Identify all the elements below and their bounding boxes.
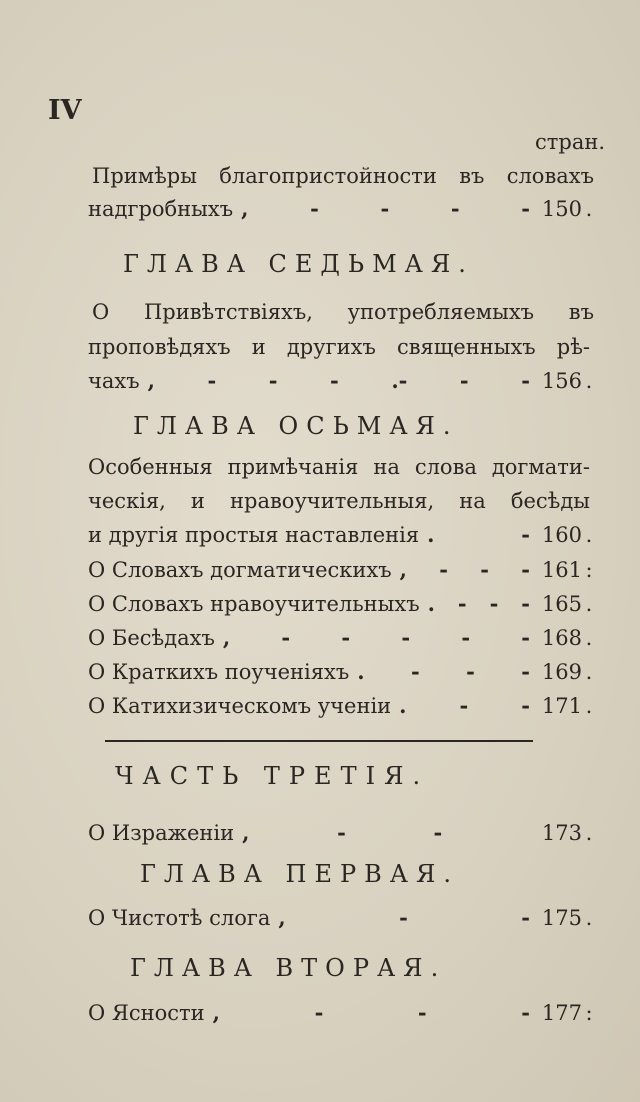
toc-entry-page: 161	[541, 558, 582, 582]
dot-leader: , - - -	[212, 1000, 530, 1025]
toc-entry-page: 175	[541, 906, 582, 930]
toc-entry-page: 177	[541, 1001, 582, 1025]
toc-entry: О Катихизическомъ ученіи . - - 171 .	[88, 693, 593, 718]
dot-leader: . -	[427, 522, 530, 547]
dot-leader: , - -	[278, 905, 530, 930]
toc-entry-page: 171	[541, 694, 582, 718]
dot-leader: , - - - .- - -	[147, 368, 530, 393]
toc-entry-line: Примѣры благопристойности въ словахъ	[92, 164, 594, 188]
toc-entry-label: О Словахъ нравоучительныхъ	[88, 592, 420, 616]
dot-leader: . - - -	[427, 591, 530, 616]
toc-entry-line: Особенныя примѣчанія на слова догмати-	[88, 455, 590, 479]
chapter-heading: ГЛАВА ОСЬМАЯ.	[133, 412, 459, 440]
toc-entry-page: 150	[541, 197, 582, 221]
toc-entry-label: О Словахъ догматическихъ	[88, 558, 392, 582]
chapter-heading: ГЛАВА СЕДЬМАЯ.	[123, 250, 474, 278]
section-divider	[105, 740, 533, 742]
toc-entry: О Бесѣдахъ , - - - - - 168 .	[88, 625, 593, 650]
toc-entry-label: надгробныхъ	[88, 197, 234, 221]
chapter-heading: ГЛАВА ПЕРВАЯ.	[140, 860, 459, 888]
toc-entry-page: 173	[541, 821, 582, 845]
toc-entry-label: О Бесѣдахъ	[88, 626, 215, 650]
toc-entry: О Израженіи , - - 173 .	[88, 820, 593, 845]
toc-entry-label: О Краткихъ поученіяхъ	[88, 660, 350, 684]
toc-entry-page: 169	[541, 660, 582, 684]
toc-entry-page: 168	[541, 626, 582, 650]
dot-leader: , - - -	[399, 557, 530, 582]
dot-leader: . - -	[399, 693, 530, 718]
dot-leader: , - - - -	[241, 196, 530, 221]
toc-entry-line: проповѣдяхъ и другихъ священныхъ рѣ-	[88, 335, 590, 359]
toc-entry: О Ясности , - - - 177 :	[88, 1000, 593, 1025]
part-heading: ЧАСТЬ ТРЕТІЯ.	[115, 762, 430, 790]
toc-entry: О Словахъ догматическихъ , - - - 161 :	[88, 557, 593, 582]
toc-entry-label: и другія простыя наставленія	[88, 523, 420, 547]
dot-leader: , - - - - -	[222, 625, 530, 650]
toc-entry: О Чистотѣ слога , - - 175 .	[88, 905, 593, 930]
page-number: IV	[48, 95, 82, 126]
toc-entry-label: О Чистотѣ слога	[88, 906, 271, 930]
dot-leader: . - - -	[357, 659, 530, 684]
toc-entry-label: О Катихизическомъ ученіи	[88, 694, 392, 718]
toc-entry-line: О Привѣтствіяхъ, употребляемыхъ въ	[92, 300, 594, 324]
toc-entry: О Краткихъ поученіяхъ . - - - 169 .	[88, 659, 593, 684]
toc-entry-line: ческія, и нравоучительныя, на бесѣды	[88, 489, 590, 513]
toc-entry: и другія простыя наставленія . - 160 .	[88, 522, 593, 547]
toc-entry: чахъ , - - - .- - - 156 .	[88, 368, 593, 393]
chapter-heading: ГЛАВА ВТОРАЯ.	[130, 954, 447, 982]
page-column-label: стран.	[535, 130, 606, 154]
toc-entry-page: 165	[541, 592, 582, 616]
toc-entry-label: О Ясности	[88, 1001, 205, 1025]
toc-entry: надгробныхъ , - - - - 150 .	[88, 196, 593, 221]
toc-entry-label: О Израженіи	[88, 821, 235, 845]
toc-entry-page: 160	[541, 523, 582, 547]
toc-entry-page: 156	[541, 369, 582, 393]
toc-entry: О Словахъ нравоучительныхъ . - - - 165 .	[88, 591, 593, 616]
toc-entry-label: чахъ	[88, 369, 140, 393]
dot-leader: , - -	[242, 820, 443, 845]
